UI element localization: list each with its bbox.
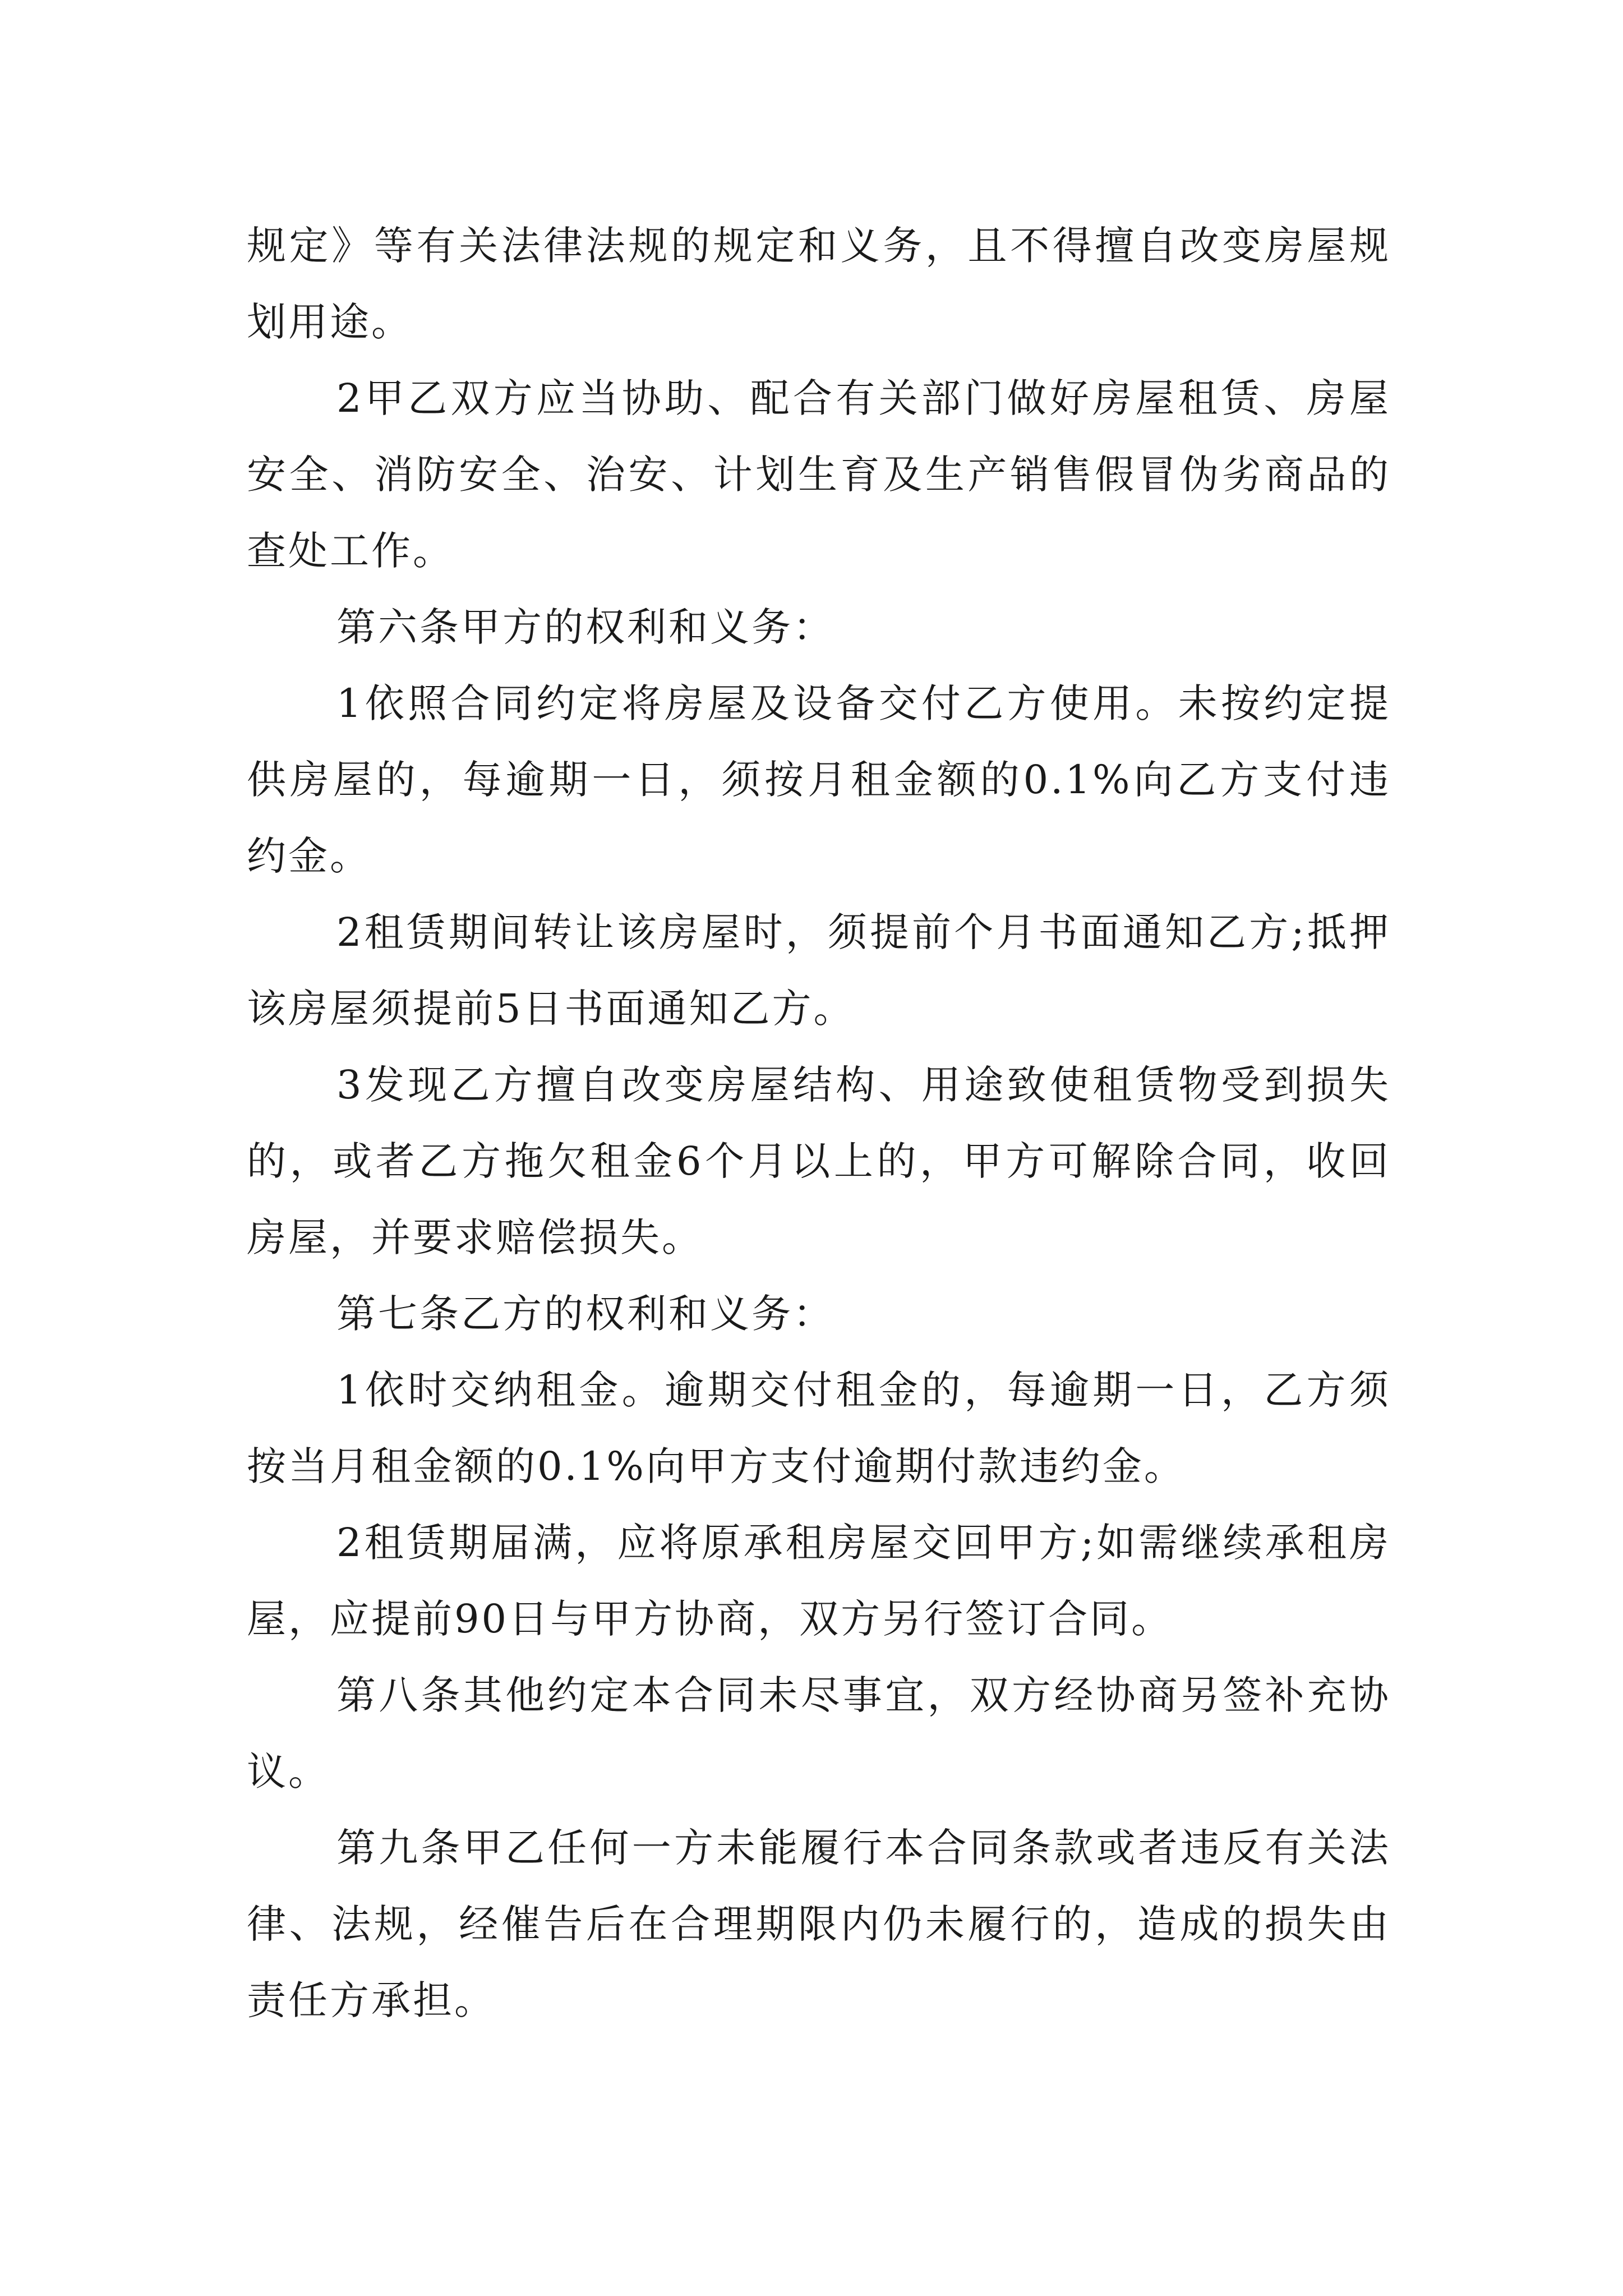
paragraph-article-7-item-2: 2租赁期届满，应将原承租房屋交回甲方;如需继续承租房屋，应提前90日与甲方协商，双方另行签订合同。 bbox=[247, 1520, 1391, 1642]
paragraph-article-7-item-1: 1依时交纳租金。逾期交付租金的，每逾期一日，乙方须按当月租金额的0.1%向甲方支付逾期付款违约金。 bbox=[247, 1367, 1391, 1489]
paragraph-article-6-item-3: 3发现乙方擅自改变房屋结构、用途致使租赁物受到损失的，或者乙方拖欠租金6个月以上的，甲方可解除合同，收回房屋，并要求赔偿损失。 bbox=[247, 1062, 1391, 1260]
document-body bbox=[247, 208, 1391, 2039]
paragraph-article-6-item-1: 1依照合同约定将房屋及设备交付乙方使用。未按约定提供房屋的，每逾期一日，须按月租金额的0.1%向乙方支付违约金。 bbox=[247, 680, 1391, 879]
paragraph-article-6-item-2: 2租赁期间转让该房屋时，须提前个月书面通知乙方;抵押该房屋须提前5日书面通知乙方。 bbox=[247, 909, 1391, 1032]
paragraph-article-9: 第九条甲乙任何一方未能履行本合同条款或者违反有关法律、法规，经催告后在合理期限内仍未履行的，造成的损失由责任方承担。 bbox=[247, 1825, 1391, 2023]
paragraph-article-6-heading: 第六条甲方的权利和义务： bbox=[336, 604, 834, 650]
paragraph-article-7-heading: 第七条乙方的权利和义务： bbox=[336, 1291, 834, 1337]
paragraph-clause-5-item-2: 2甲乙双方应当协助、配合有关部门做好房屋租赁、房屋安全、消防安全、治安、计划生育及生产销售假冒伪劣商品的查处工作。 bbox=[247, 375, 1391, 574]
paragraph-continuation: 规定》等有关法律法规的规定和义务，且不得擅自改变房屋规划用途。 bbox=[247, 223, 1391, 345]
paragraph-article-8: 第八条其他约定本合同未尽事宜，双方经协商另签补充协议。 bbox=[247, 1672, 1391, 1795]
